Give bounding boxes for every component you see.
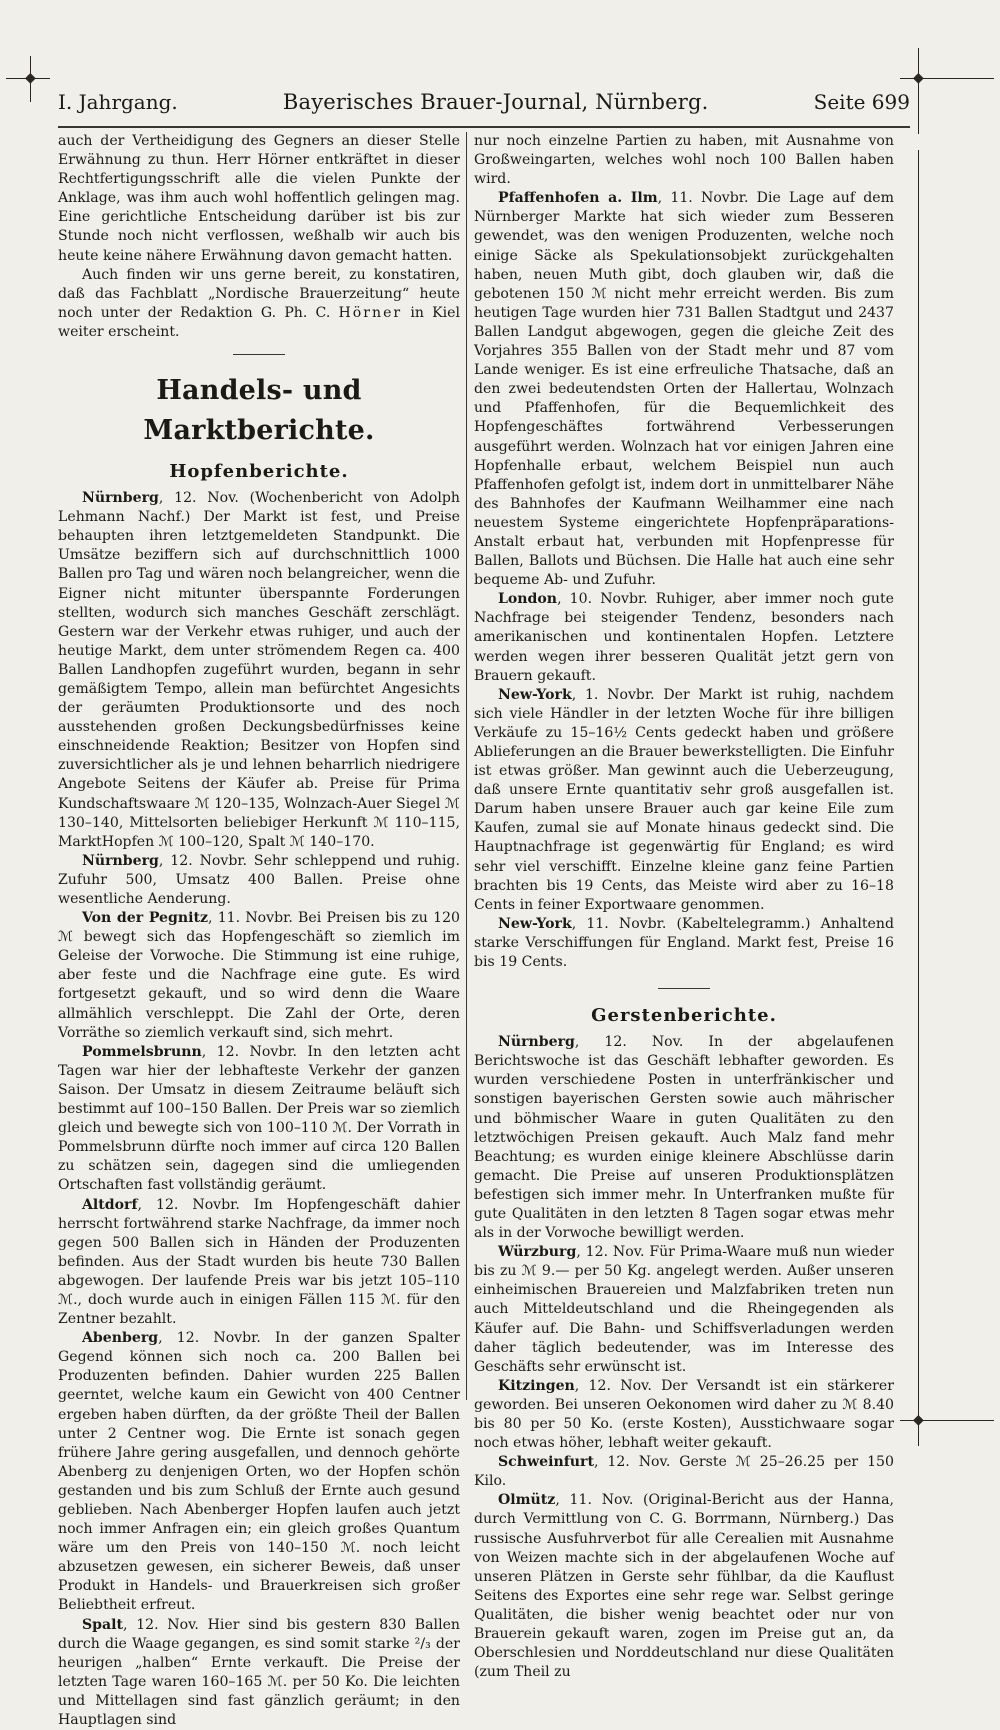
volume-label: I. Jahrgang. (58, 90, 178, 114)
top-right-corner-rule-v (918, 48, 919, 134)
journal-title: Bayerisches Brauer-Journal, Nürnberg. (282, 90, 709, 114)
left-column (58, 132, 460, 1730)
market-report: Von der Pegnitz, 11. Novbr. Bei Preisen bis zu 120 ℳ bewegt sich das Hopfengeschäft so ziemlich im Geleise der Vorwoche. Die Stimmung ist eine ruhige, aber feste und die Nachfrage eine gute. Es wird fortgesetzt gekauft, und so wird denn die Waare allmählich verschleppt. Die Zahl der Orte, deren Vorräthe so ziemlich verkauft sind, sich mehrt. (58, 910, 461, 1041)
right-column (474, 132, 894, 1682)
market-report: Altdorf, 12. Novbr. Im Hopfengeschäft dahier herrscht fortwährend starke Nachfrage, da immer noch gegen 500 Ballen sich in Händen der Produzenten befinden. Aus der Stadt wurden bis heute 730 Ballen abgewogen. Der laufende Preis war bis jetzt 105–110 ℳ., doch wurde auch in einigen Fällen 115 ℳ. für den Zentner bezahlt. (58, 1196, 460, 1328)
market-report: Abenberg, 12. Novbr. In der ganzen Spalter Gegend können sich noch ca. 200 Ballen bei Produzenten befinden. Dahier wurden 225 Ballen geerntet, welche kaum ein Gewicht von 400 Centner ergeben haben dürften, da der größte Theil der Ballen unter 2 Centner wog. Die Ernte ist sonach gegen frühere Jahre gering ausgefallen, und dennoch gehörte Abenberg zu denjenigen Orten, wo der Hopfen schön gestanden und bis zum Schluß der Ernte auch gesund geblieben. Nach Abenberger Hopfen laufen auch jetzt noch immer Anfragen ein; ein gleich großes Quantum wäre um den Preis von 140–150 ℳ. noch leicht abzusetzen gewesen, ein sicherer Beweis, daß unser Produkt in Handels- und Brauerkreisen sich großer Beliebtheit erfreut. (58, 1330, 460, 1614)
report-place: Würzburg (498, 1244, 577, 1261)
market-report: New-York, 11. Novbr. (Kabeltelegramm.) Anhaltend starke Verschiffungen für England. Markt fest, Preise 16 bis 19 Cents. (474, 915, 894, 971)
report-place: London (498, 591, 558, 608)
market-report: Olmütz, 11. Nov. (Original-Bericht aus der Hanna, durch Vermittlung von C. G. Borrmann, Nürnberg.) Das russische Ausfuhrverbot für alle Cerealien mit Ausnahme von Weizen machte sich in der abgelaufenen Woche auf unseren Plätzen in Gerste sehr fühlbar, da die Kauflust Seitens des Exportes eine sehr rege war. Selbst geringe Qualitäten, die bisher wenig beachtet oder nur von Brauerein gekauft waren, zogen im Preise gut an, da Oberschlesien und Norddeutschland nur diese Qualitäten (zum Theil zu (474, 1492, 894, 1681)
market-report: Nürnberg, 12. Nov. (Wochenbericht von Adolph Lehmann Nachf.) Der Markt ist fest, und Preise behaupten ihren letztgemeldeten Standpunkt. Die Umsätze beziffern sich auf durchschnittlich 1000 Ballen pro Tag und wären noch belangreicher, wenn die Eigner nicht mitunter überspannte Forderungen stellten, wodurch sich manches Geschäft zerschlägt. Gestern war der Verkehr etwas ruhiger, und auch der heutige Markt, dem unter strömendem Regen ca. 400 Ballen Landhopfen zugeführt wurden, begann in sehr gemäßigtem Tempo, allein man befürchtet Angesichts der geräumten Produktionsorte und des noch ausstehenden großen Deckungsbedürfnisses keine einschneidende Reaktion; Besitzer von Hopfen sind zuversichtlicher als je und lehnen beharrlich niedrigere Angebote Seitens der Käufer ab. Preise für Prima Kundschaftswaare ℳ 120–135, Wolnzach-Auer Siegel ℳ 130–140, Mittelsorten beliebiger Herkunft ℳ 110–115, MarktHopfen ℳ 100–120, Spalt ℳ 140–170. (58, 490, 460, 850)
paragraph: auch der Vertheidigung des Gegners an dieser Stelle Erwähnung zu thun. Herr Hörner entkräftet in dieser Rechtfertigungsschrift alle die vielen Punkte der Anklage, was ihm auch wohl hoffentlich gelingen mag. Eine gerichtliche Entscheidung darüber ist bis zur Stunde noch nicht verflossen, weßhalb wir auch bis heute keine nähere Erwähnung davon gemacht hatten. (58, 133, 460, 264)
page-header (58, 90, 910, 124)
report-place: Olmütz (498, 1492, 556, 1509)
separator-rule (658, 988, 710, 989)
market-report: Schweinfurt, 12. Nov. Gerste ℳ 25–26.25 per 150 Kilo. (474, 1454, 894, 1490)
person-name: Hörner (338, 304, 403, 321)
report-place: Pfaffenhofen a. Ilm (498, 190, 658, 207)
report-place: Altdorf (82, 1196, 138, 1213)
report-place: Nürnberg (498, 1034, 575, 1051)
subsection-heading: Gerstenberichte. (591, 1005, 777, 1027)
market-report: Kitzingen, 12. Nov. Der Versandt ist ein stärkerer geworden. Bei unseren Oekonomen wird daher zu ℳ 8.40 bis 80 per 50 Ko. (erste Kosten), Ausstichwaare sogar noch etwas höher, lebhaft weiter gekauft. (474, 1377, 894, 1452)
market-report: Nürnberg, 12. Novbr. Sehr schleppend und ruhig. Zufuhr 500, Umsatz 400 Ballen. Preise ohne wesentliche Aenderung. (58, 852, 460, 907)
market-report: London, 10. Novbr. Ruhiger, aber immer noch gute Nachfrage bei steigender Tendenz, besonders nach amerikanischen und kontinentalen Hopfen. Letztere werden wegen ihrer besseren Qualität jetzt gern von Brauern gekauft. (474, 591, 894, 684)
report-place: Schweinfurt (498, 1454, 594, 1471)
report-place: Pommelsbrunn (82, 1043, 202, 1060)
report-place: Spalt (82, 1616, 124, 1633)
report-place: Nürnberg (82, 490, 159, 507)
market-report: Pfaffenhofen a. Ilm, 11. Novbr. Die Lage auf dem Nürnberger Markte hat sich wieder zum Besseren gewendet, was den wenigen Produzenten, welche noch einige Säcke als Spekulationsobjekt zurückgehalten haben, neuen Muth gibt, doch glauben wir, daß die gebotenen 150 ℳ nicht mehr erreicht werden. Bis zum heutigen Tage wurden hier 731 Ballen Stadtgut und 2437 Ballen Landgut abgewogen, gegen die gleiche Zeit des Vorjahres 355 Ballen von der Stadt mehr und 87 vom Lande weniger. Es ist eine erfreuliche Thatsache, daß an den zwei bedeutendsten Orten der Hallertau, Wolnzach und Pfaffenhofen, für die Bequemlichkeit des Hopfengeschäftes fortwährend Verbesserungen ausgeführt werden. Wolnzach hat vor einigen Jahren eine Hopfenhalle erbaut, welchem Beispiel nun auch Pfaffenhofen gefolgt ist, indem dort in unmittelbarer Nähe des Bahnhofes der Kaufmann Weilhammer eine nach neuestem Systeme eingerichtete Hopfenpräparations-Anstalt erbaut hat, verbunden mit Hopfenpresse für Ballen, Ballots und Büchsen. Die Halle hat auch eine sehr bequeme Ab- und Zufuhr. (474, 190, 894, 589)
report-place: Von der Pegnitz (82, 910, 208, 927)
market-report: Spalt, 12. Nov. Hier sind bis gestern 830 Ballen durch die Waage gegangen, es sind somit starke ²/₃ der heurigen „halben“ Ernte verkauft. Die Preise der letzten Tage waren 160–165 ℳ. per 50 Ko. Die leichten und Mittellagen sind fast gänzlich geräumt; in den Hauptlagen sind (58, 1616, 460, 1729)
subsection-heading: Hopfenberichte. (169, 461, 349, 483)
market-report: Nürnberg, 12. Nov. In der abgelaufenen Berichtswoche ist das Geschäft lebhafter geworden. Es wurden verschiedene Posten in unterfränkischer und sonstigen bayerischen Gersten sowie auch mährischer und böhmischer Waare in guten Qualitäten zu den letztwöchigen Preisen gekauft. Auch Malz fand mehr Beachtung; es wurden einige kleinere Abschlüsse darin gemacht. Die Preise auf unseren Produktionsplätzen befestigen sich immer mehr. In Unterfranken mußte für gute Qualitäten in den letzten 8 Tagen sogar etwas mehr als in der Vorwoche bewilligt werden. (474, 1034, 894, 1242)
section-heading: Handels- und Marktberichte. (143, 375, 375, 447)
header-rule (58, 126, 910, 128)
report-place: Abenberg (82, 1330, 159, 1347)
right-margin-rule (918, 150, 919, 1410)
bottom-right-diamond-icon: ◆ (913, 1412, 924, 1428)
market-report: Würzburg, 12. Nov. Für Prima-Waare muß nun wieder bis zu ℳ 9.— per 50 Kg. angelegt werden. Außer unseren einheimischen Brauereien und Malzfabriken treten nun auch Mitteldeutschland und die Rheingegenden als Käufer auf. Die Bahn- und Schiffsverladungen werden daher täglich bedeutender, was im Interesse des Geschäfts sehr erwünscht ist. (474, 1244, 894, 1375)
report-place: New-York (498, 915, 572, 932)
report-place: Nürnberg (82, 852, 159, 869)
market-report: New-York, 1. Novbr. Der Markt ist ruhig, nachdem sich viele Händler in der letzten Woche für ihre billigen Verkäufe zu 15–16½ Cents gedeckt haben und größere Ablieferungen an die Brauer bewerkstelligten. Die Einfuhr ist etwas größer. Man gewinnt auch die Ueberzeugung, daß unsere Ernte quantitativ sehr groß ausgefallen ist. Darum haben unsere Brauer auch gar keine Eile zum Kaufen, zumal sie auf Monate hinaus gedeckt sind. Die Hauptnachfrage ist gegenwärtig für England; es wird sehr viel verschifft. Einzelne kleine ganz feine Partien brachten bis 19 Cents, das Meiste wird aber zu 16–18 Cents in feiner Exportwaare genommen. (474, 686, 894, 913)
paragraph: Auch finden wir uns gerne bereit, zu konstatiren, daß das Fachblatt „Nordische Brauerzeitung“ heute noch unter der Redaktion G. Ph. C. Hörner in Kiel weiter erscheint. (58, 266, 461, 340)
paragraph: nur noch einzelne Partien zu haben, mit Ausnahme von Großweingarten, welches wohl noch 100 Ballen haben wird. (474, 133, 894, 188)
column-divider (466, 132, 467, 1400)
top-left-diamond-icon: ◆ (25, 70, 36, 86)
page-number: Seite 699 (813, 90, 910, 114)
report-place: Kitzingen (498, 1377, 575, 1394)
market-report: Pommelsbrunn, 12. Novbr. In den letzten acht Tagen war hier der lebhafteste Verkehr der ganzen Saison. Der Umsatz in diesem Zeitraume beläuft sich bestimmt auf 100–150 Ballen. Der Preis war so ziemlich gleich und bewegte sich von 100–110 ℳ. Der Vorrath in Pommelsbrunn dürfte noch immer auf circa 120 Ballen zu schätzen sein, dagegen sind die umliegenden Ortschaften fast vollständig geräumt. (58, 1043, 460, 1194)
report-place: New-York (498, 686, 572, 703)
top-right-diamond-icon: ◆ (913, 70, 924, 86)
separator-rule (233, 354, 285, 355)
